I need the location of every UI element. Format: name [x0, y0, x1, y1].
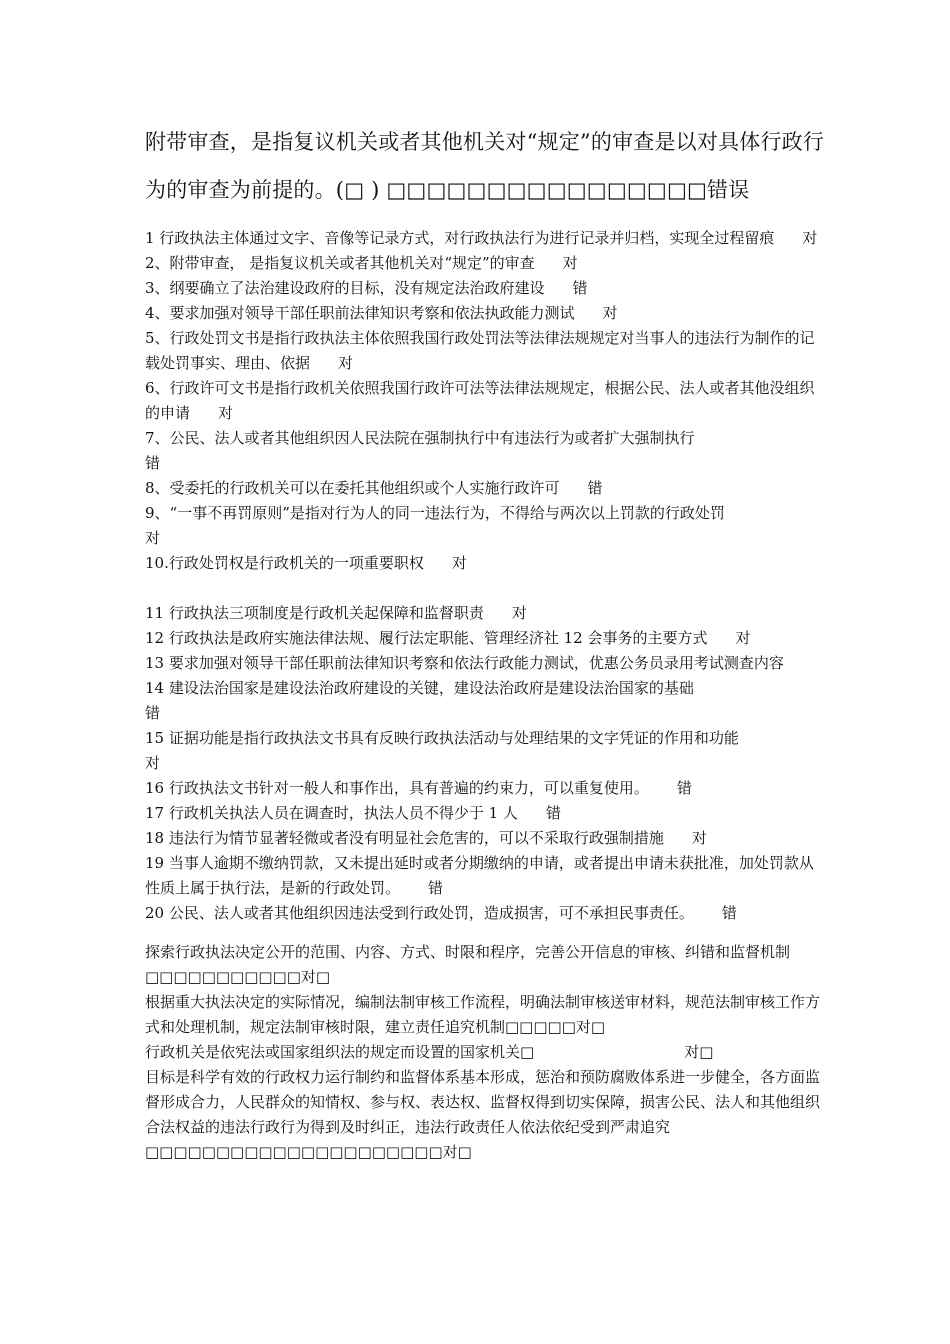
- note-text: 行政机关是依宪法或国家组织法的规定而设置的国家机关□: [145, 1043, 535, 1061]
- question-text: 15 证据功能是指行政执法文书具有反映行政执法活动与处理结果的文字凭证的作用和功能: [145, 729, 739, 747]
- question-text: 6、行政许可文书是指行政机关依照我国行政许可法等法律法规规定，根据公民、法人或者其他没组织的申请: [145, 379, 815, 422]
- question-item-20: [145, 901, 825, 926]
- question-item-10: [145, 551, 825, 576]
- question-text: 8、受委托的行政机关可以在委托其他组织或个人实施行政许可: [145, 479, 560, 497]
- question-text: 12 行政执法是政府实施法律法规、履行法定职能、管理经济社 12 会事务的主要方式: [145, 629, 708, 647]
- question-item-8: [145, 476, 825, 501]
- answer-label: 对: [691, 829, 707, 847]
- answer-label: 错: [721, 904, 737, 922]
- question-item-12: [145, 626, 825, 651]
- question-text: 17 行政机关执法人员在调查时，执法人员不得少于 1 人: [145, 804, 518, 822]
- answer-label: 对: [218, 404, 234, 422]
- section-spacer: [145, 576, 825, 601]
- document-content: [145, 118, 825, 1165]
- note-answer: 对□: [300, 968, 331, 986]
- note-text: 探索行政执法决定公开的范围、内容、方式、时限和程序，完善公开信息的审核、纠错和监督机制□□□□□□□□□□□: [145, 943, 791, 986]
- question-text: 20 公民、法人或者其他组织因违法受到行政处罚，造成损害，可不承担民事责任。: [145, 904, 694, 922]
- question-item-18: [145, 826, 825, 851]
- question-item-2: [145, 251, 825, 276]
- question-item-5: [145, 326, 825, 376]
- answer-label: 对: [145, 754, 161, 772]
- lead-answer: 错误: [707, 178, 750, 202]
- note-paragraph-2: [145, 990, 825, 1040]
- answer-label: 对: [338, 354, 354, 372]
- question-item-4: [145, 301, 825, 326]
- question-text: 13 要求加强对领导干部任职前法律知识考察和依法行政能力测试，优惠公务员录用考试测查内容: [145, 654, 784, 672]
- question-item-1: [145, 226, 825, 251]
- question-text: 9、“一事不再罚原则”是指对行为人的同一违法行为，不得给与两次以上罚款的行政处罚: [145, 504, 725, 522]
- lead-text: 附带审查，是指复议机关或者其他机关对“规定”的审查是以对具体行政行为的审查为前提的。(□ ) □□□□□□□□□□□□□□□□: [145, 130, 825, 202]
- question-item-17: [145, 801, 825, 826]
- answer-label: 错: [676, 779, 692, 797]
- answer-label: 错: [587, 479, 603, 497]
- question-text: 11 行政执法三项制度是行政机关起保障和监督职责: [145, 604, 484, 622]
- question-text: 10.行政处罚权是行政机关的一项重要职权: [145, 554, 424, 572]
- answer-label: 错: [428, 879, 444, 897]
- answer-label: 对: [735, 629, 751, 647]
- question-item-6: [145, 376, 825, 426]
- question-text: 4、要求加强对领导干部任职前法律知识考察和依法执政能力测试: [145, 304, 575, 322]
- note-text: 根据重大执法决定的实际情况，编制法制审核工作流程，明确法制审核送审材料，规范法制审核工作方式和处理机制，规定法制审核时限，建立责任追究机制□□□□□: [145, 993, 821, 1036]
- question-text: 19 当事人逾期不缴纳罚款，又未提出延时或者分期缴纳的申请，或者提出申请未获批准，加处罚款从性质上属于执行法，是新的行政处罚。: [145, 854, 814, 897]
- note-paragraph-1: [145, 940, 825, 990]
- question-item-9: [145, 501, 825, 551]
- question-text: 5、行政处罚文书是指行政执法主体依照我国行政处罚法等法律法规规定对当事人的违法行为制作的记载处罚事实、理由、依据: [145, 329, 815, 372]
- question-item-7: [145, 426, 825, 476]
- question-text: 14 建设法治国家是建设法治政府建设的关键，建设法治政府是建设法治国家的基础: [145, 679, 694, 697]
- question-item-13: [145, 651, 825, 676]
- question-text: 18 违法行为情节显著轻微或者没有明显社会危害的，可以不采取行政强制措施: [145, 829, 664, 847]
- question-item-11: [145, 601, 825, 626]
- notes-section: [145, 940, 825, 1165]
- answer-label: 错: [145, 704, 161, 722]
- note-text: 目标是科学有效的行政权力运行制约和监督体系基本形成，惩治和预防腐败体系进一步健全，各方面监督形成合力，人民群众的知情权、参与权、表达权、监督权得到切实保障，损害公民、法人和其他组织合法权益的违法行政行为得到及时纠正，违法行政责任人依法依纪受到严肃追究□□□□□□□□□□□□□□□□□□□□□: [145, 1068, 821, 1161]
- answer-label: 错: [145, 454, 161, 472]
- note-paragraph-4: [145, 1065, 825, 1165]
- question-item-16: [145, 776, 825, 801]
- answer-label: 对: [802, 229, 818, 247]
- answer-label: 错: [545, 804, 561, 822]
- question-text: 7、公民、法人或者其他组织因人民法院在强制执行中有违法行为或者扩大强制执行: [145, 429, 695, 447]
- answer-label: 对: [145, 529, 161, 547]
- question-list: [145, 226, 825, 926]
- question-text: 1 行政执法主体通过文字、音像等记录方式，对行政执法行为进行记录并归档，实现全过程留痕: [145, 229, 775, 247]
- question-text: 16 行政执法文书针对一般人和事作出，具有普遍的约束力，可以重复使用。: [145, 779, 649, 797]
- answer-label: 对: [602, 304, 618, 322]
- question-item-3: [145, 276, 825, 301]
- lead-paragraph: [145, 118, 825, 214]
- answer-label: 对: [511, 604, 527, 622]
- question-text: 2、附带审查， 是指复议机关或者其他机关对“规定”的审查: [145, 254, 535, 272]
- note-answer: 对□: [684, 1043, 714, 1061]
- answer-label: 对: [451, 554, 467, 572]
- question-text: 3、纲要确立了法治建设政府的目标，没有规定法治政府建设: [145, 279, 545, 297]
- question-item-15: [145, 726, 825, 776]
- note-paragraph-3: [145, 1040, 825, 1065]
- answer-label: 错: [572, 279, 588, 297]
- question-item-14: [145, 676, 825, 726]
- note-answer: 对□: [442, 1143, 472, 1161]
- answer-label: 对: [562, 254, 578, 272]
- question-item-19: [145, 851, 825, 901]
- note-answer: 对□: [575, 1018, 606, 1036]
